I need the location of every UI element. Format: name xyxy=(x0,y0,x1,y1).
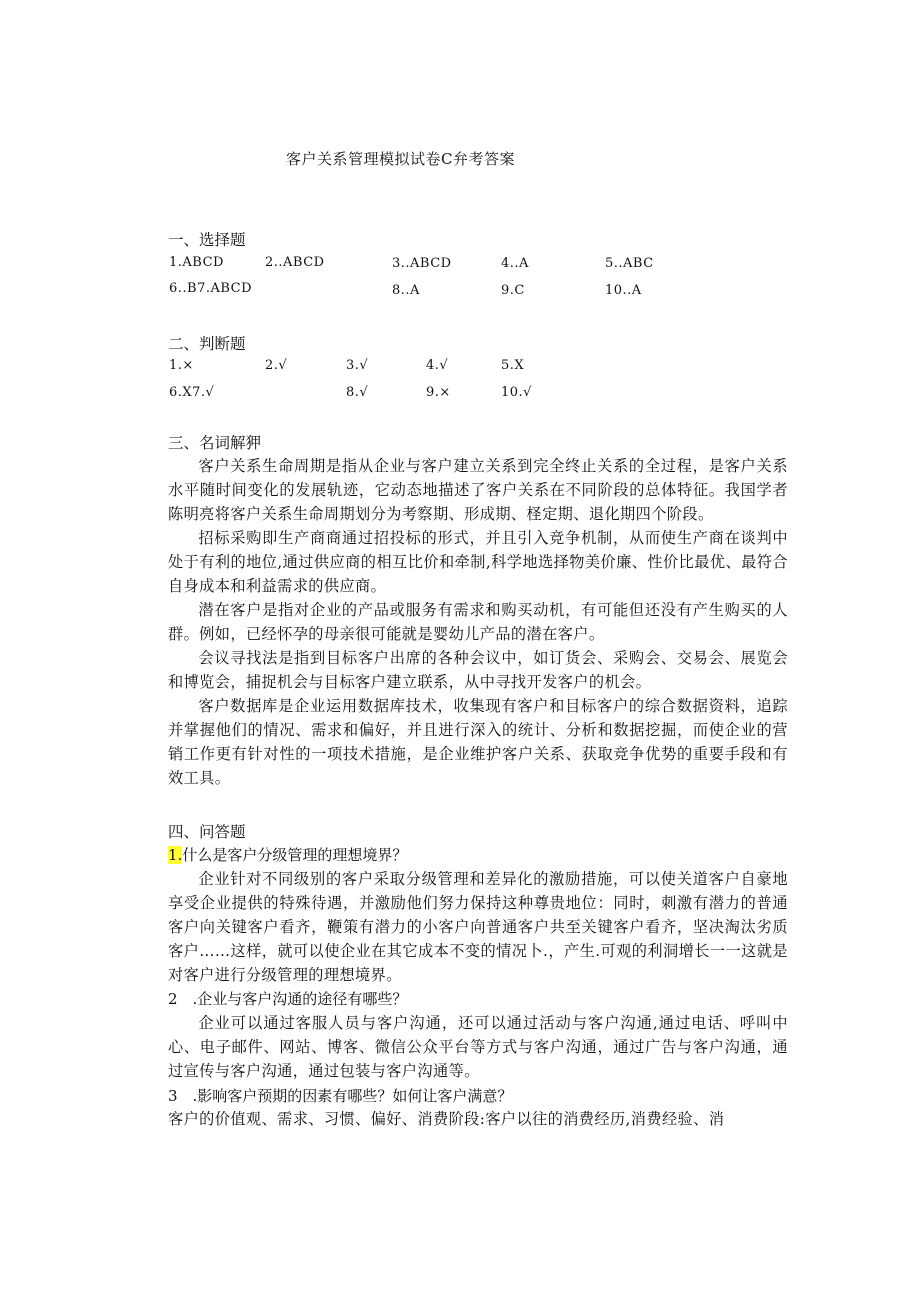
page-title: 客户关系管理模拟试卷C弁考答案 xyxy=(286,150,515,168)
judgement-answer: 4.√ xyxy=(426,358,449,373)
choice-answer: 2..ABCD xyxy=(265,255,325,270)
judgement-answer: 10.√ xyxy=(501,385,532,400)
judgement-answer: 9.× xyxy=(426,385,451,400)
section-heading-choice: 一、选择题 xyxy=(168,231,246,249)
judgement-answer: 5.X xyxy=(501,358,525,373)
term-definition-paragraph: 会议寻找法是指到目标客户出席的各种会议中，如订货会、采购会、交易会、展览会和博览会，捕捉机会与目标客户建立联系，从中寻找开发客户的机会。 xyxy=(168,649,788,691)
judgement-answer: 6.X7.√ xyxy=(169,385,215,400)
answer-paragraph: 企业针对不同级别的客户采取分级管理和差异化的激励措施，可以使关道客户自豪地享受企业提供的特殊待遇，并激励他们努力保持这种尊贵地位：同时，刺激有潜力的普通客户向关键客户看齐，鞭策有潜力的小客户向普通客户共至关键客户看齐，坚决淘汰劣质客户……这样，就可以使企业在其它成本不变的情况卜.，产生.可观的利洞增长一一这就是对客户进行分级管理的理想境界。 xyxy=(168,870,788,984)
choice-answer: 4..A xyxy=(501,256,529,271)
question-1 xyxy=(168,844,407,865)
question-number-highlight: 1. xyxy=(168,846,183,864)
question-text: 什么是客户分级管理的理想境界？ xyxy=(182,846,408,864)
term-definition-paragraph: 客户数据库是企业运用数据库技术，收集现有客户和目标客户的综合数据资料，追踪并掌握他们的情况、需求和偏好，并且进行深入的统计、分析和数据挖掘，而使企业的营销工作更有针对性的一项技术措施，是企业维护客户关系、获取竞争优势的重要手段和有效工具。 xyxy=(168,697,788,787)
section-heading-judgement: 二、判断题 xyxy=(168,335,246,353)
choice-answer: 6..B7.ABCD xyxy=(169,281,253,296)
choice-answer: 1.ABCD xyxy=(169,255,224,270)
section-heading-qa: 四、问答题 xyxy=(168,823,246,841)
choice-answer: 3..ABCD xyxy=(392,256,452,271)
term-definition-paragraph: 客户关系生命周期是指从企业与客户建立关系到完全终止关系的全过程，是客户关系水平随时间变化的发展轨迹，它动态地描述了客户关系在不同阶段的总体特征。我国学者陈明亮将客户关系生命周期划分为考察期、形成期、柽定期、退化期四个阶段。 xyxy=(168,457,788,523)
judgement-answer: 8.√ xyxy=(346,385,369,400)
question-3: 3 .影响客户预期的因素有哪些？如何让客户满意？ xyxy=(168,1087,513,1105)
section-heading-terms: 三、名词解狎 xyxy=(168,434,262,452)
answer-paragraph: 企业可以通过客服人员与客户沟通，还可以通过活动与客户沟通,通过电话、呼叫中心、电子邮件、网站、博客、微信公众平台等方式与客户沟通，通过广告与客户沟通，通过宣传与客户沟通，通过包装与客户沟通等。 xyxy=(168,1014,788,1080)
judgement-answer: 3.√ xyxy=(346,358,369,373)
choice-answer: 8..A xyxy=(392,283,420,298)
question-2: 2 .企业与客户沟通的途径有哪些？ xyxy=(168,990,408,1008)
judgement-answer: 2.√ xyxy=(265,358,288,373)
term-definition-paragraph: 潜在客户是指对企业的产品或服务有需求和购买动机，有可能但还没有产生购买的人群。例如，已经怀孕的母亲很可能就是婴幼儿产品的潜在客户。 xyxy=(168,601,788,643)
term-definition-paragraph: 招标采购即生产商商通过招投标的形式，并且引入竞争机制，从而使生产商在谈判中处于有利的地位,通过供应商的相互比价和牵制,科学地选择物美价廉、性价比最优、最符合自身成本和利益需求的供应商。 xyxy=(168,529,788,595)
choice-answer: 9.C xyxy=(501,283,525,298)
choice-answer: 10..A xyxy=(605,283,642,298)
answer-paragraph: 客户的价值观、需求、习惯、偏好、消费阶段:客户以往的消费经历,消费经验、消 xyxy=(168,1110,725,1128)
choice-answer: 5..ABC xyxy=(605,256,654,271)
judgement-answer: 1.× xyxy=(169,358,194,373)
